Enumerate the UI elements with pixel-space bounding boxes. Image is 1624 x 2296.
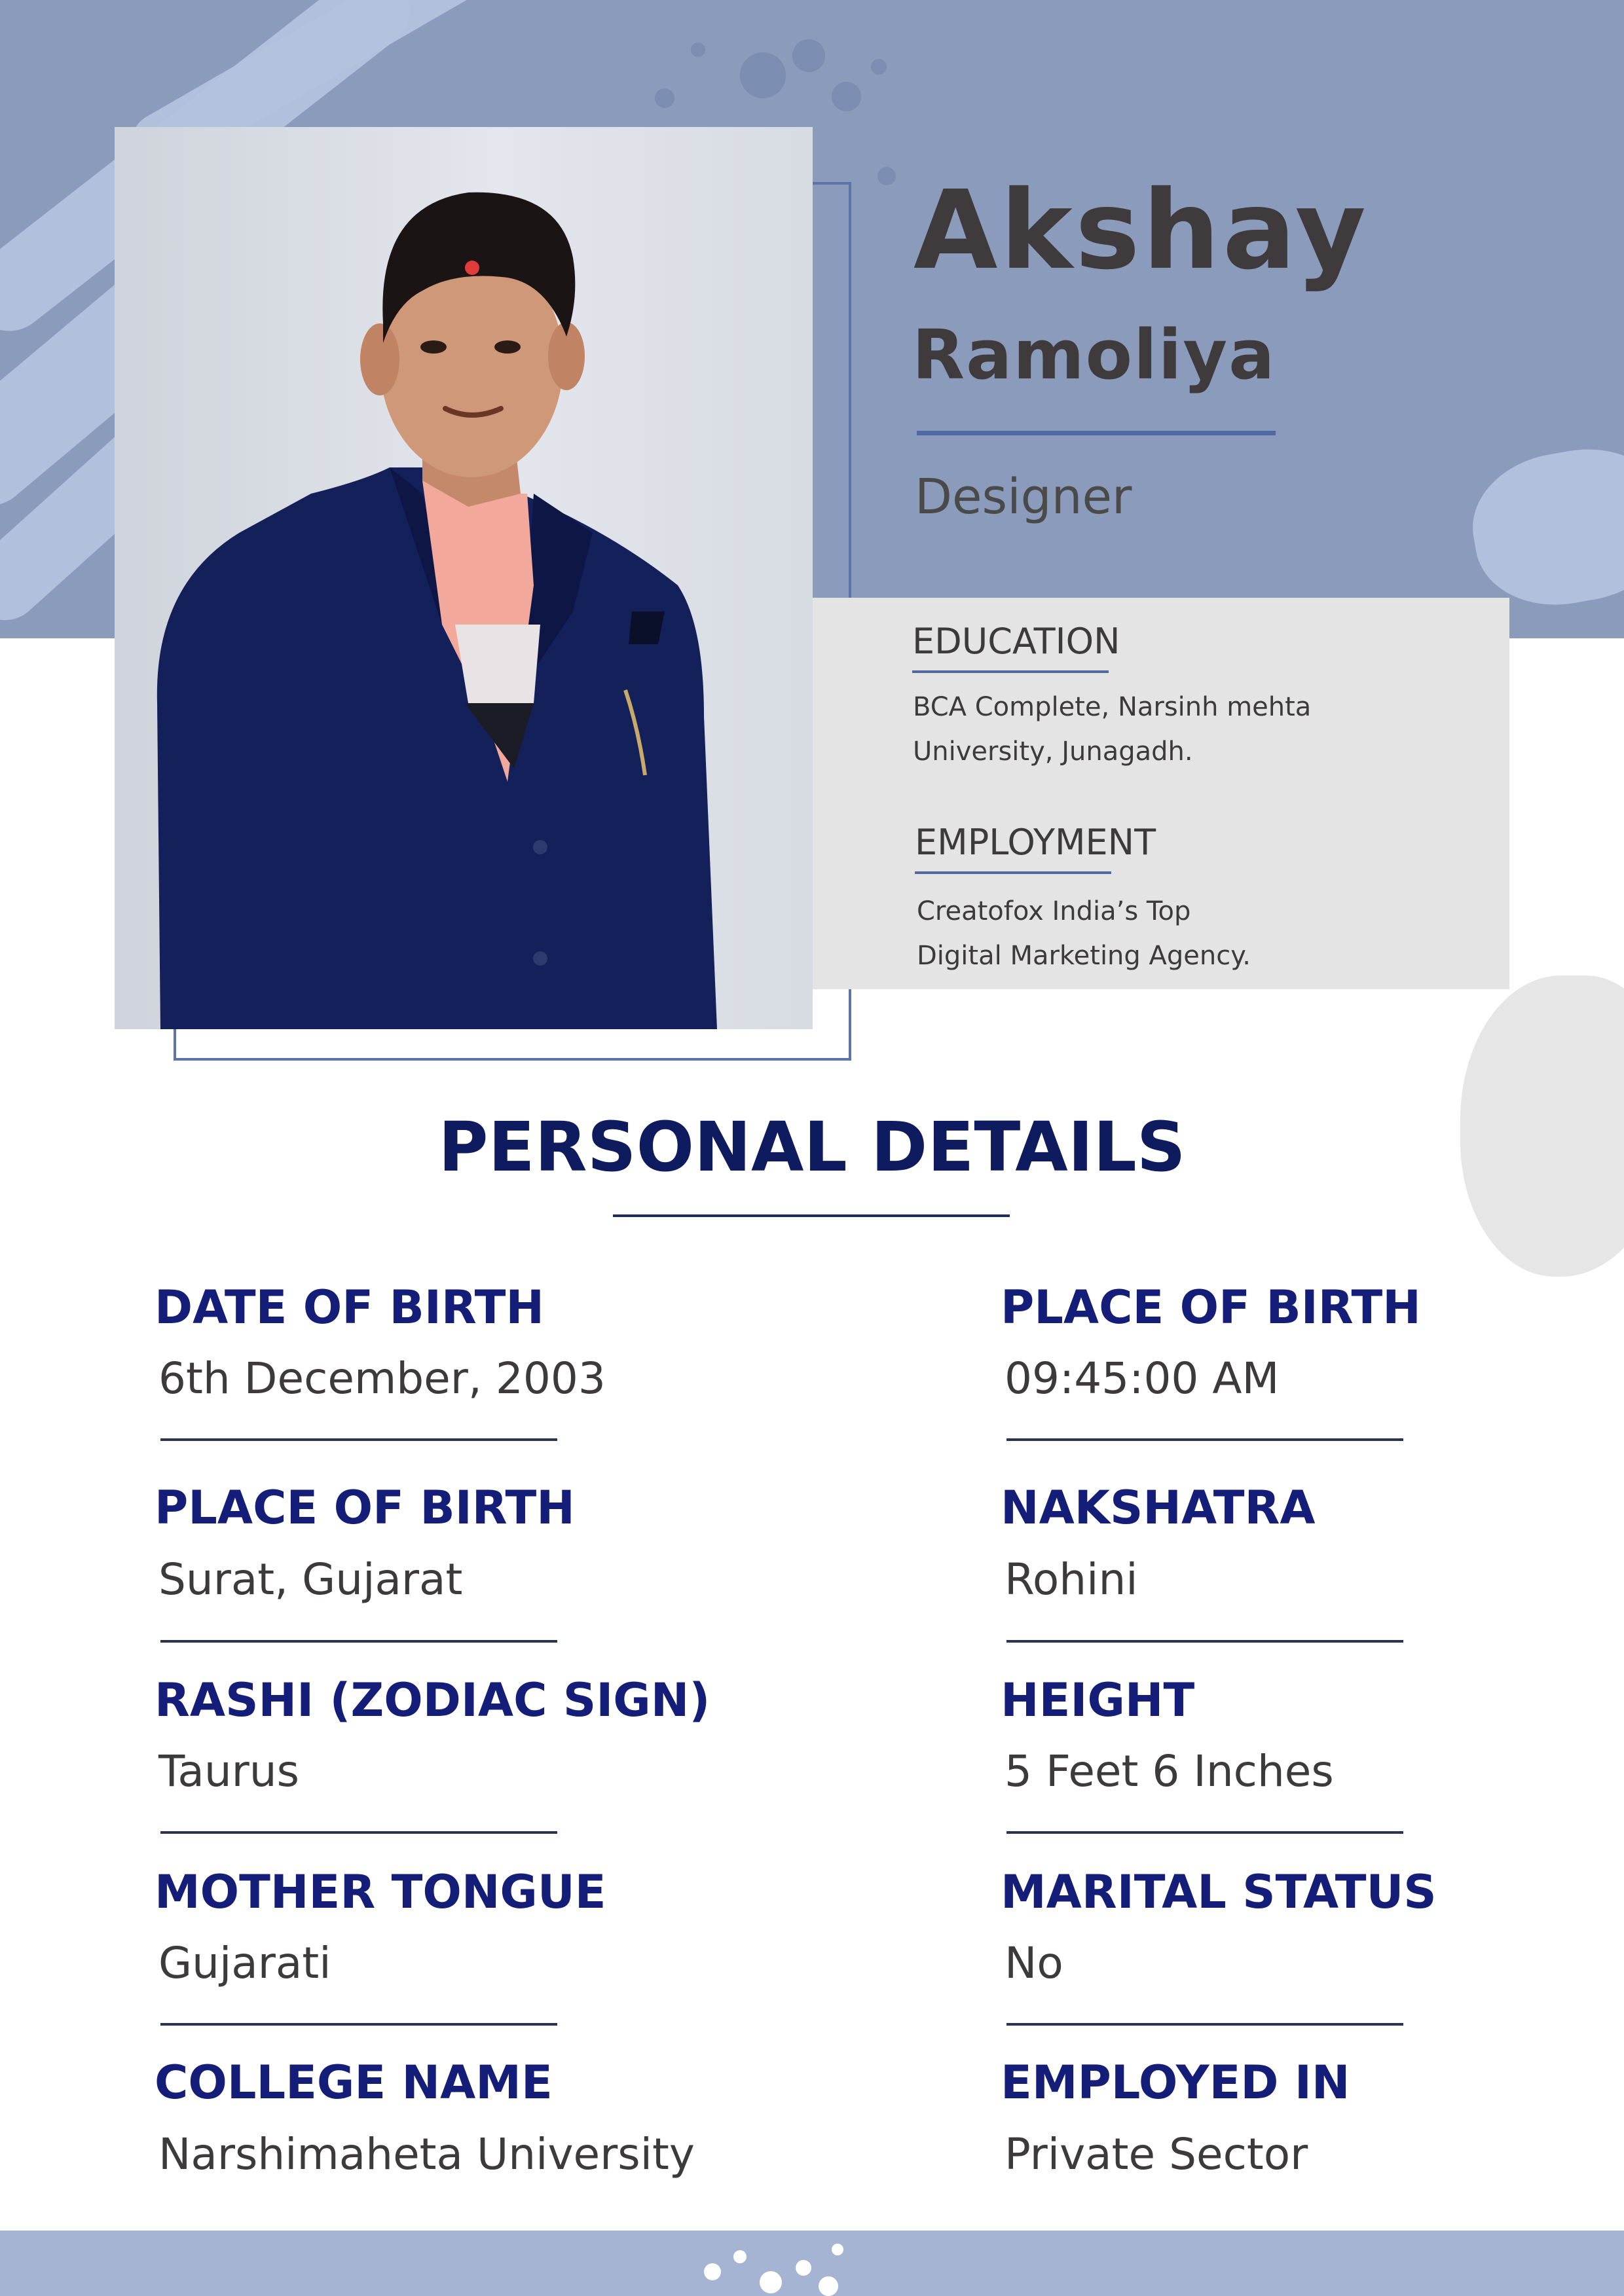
field-label-employed-in: EMPLOYED IN xyxy=(1001,2056,1350,2109)
last-name: Ramoliya xyxy=(912,315,1276,395)
field-divider xyxy=(1006,1831,1403,1834)
bottom-band-background xyxy=(0,2231,1624,2296)
field-divider xyxy=(160,2023,557,2026)
personal-details-title: PERSONAL DETAILS xyxy=(438,1107,1186,1187)
field-label-height: HEIGHT xyxy=(1001,1673,1195,1727)
field-value-date-of-birth: 6th December, 2003 xyxy=(158,1353,606,1404)
employment-line-2: Digital Marketing Agency. xyxy=(917,941,1251,971)
profile-photo xyxy=(115,127,813,1029)
field-value-marital-status: No xyxy=(1005,1938,1063,1988)
education-line-1: BCA Complete, Narsinh mehta xyxy=(913,692,1312,722)
field-value-nakshatra: Rohini xyxy=(1005,1554,1138,1605)
field-value-height: 5 Feet 6 Inches xyxy=(1005,1746,1334,1796)
education-divider xyxy=(912,670,1109,673)
first-name: Akshay xyxy=(913,168,1369,294)
field-label-date-of-birth: DATE OF BIRTH xyxy=(155,1281,544,1334)
field-divider xyxy=(1006,2023,1403,2026)
field-label-mother-tongue: MOTHER TONGUE xyxy=(155,1865,606,1919)
field-value-college-name: Narshimaheta University xyxy=(158,2129,695,2179)
name-divider xyxy=(917,431,1276,435)
field-value-employed-in: Private Sector xyxy=(1005,2129,1308,2179)
field-value-time-of-birth: 09:45:00 AM xyxy=(1005,1353,1280,1404)
employment-line-1: Creatofox India’s Top xyxy=(917,896,1191,926)
employment-heading: EMPLOYMENT xyxy=(915,822,1156,863)
field-label-nakshatra: NAKSHATRA xyxy=(1001,1481,1316,1535)
field-value-rashi: Taurus xyxy=(158,1746,300,1796)
field-divider xyxy=(1006,1640,1403,1643)
field-label-college-name: COLLEGE NAME xyxy=(155,2056,553,2109)
field-divider xyxy=(160,1640,557,1643)
job-title: Designer xyxy=(915,469,1132,525)
field-value-mother-tongue: Gujarati xyxy=(158,1938,331,1988)
field-value-place-of-birth: Surat, Gujarat xyxy=(158,1554,463,1605)
field-divider xyxy=(160,1831,557,1834)
personal-details-divider xyxy=(613,1214,1010,1217)
field-label-time-of-birth: PLACE OF BIRTH xyxy=(1001,1281,1421,1334)
field-divider xyxy=(160,1438,557,1441)
field-divider xyxy=(1006,1438,1403,1441)
employment-divider xyxy=(915,871,1111,874)
education-line-2: University, Junagadh. xyxy=(913,737,1193,767)
field-label-marital-status: MARITAL STATUS xyxy=(1001,1865,1437,1919)
education-heading: EDUCATION xyxy=(912,621,1120,662)
field-label-rashi: RASHI (ZODIAC SIGN) xyxy=(155,1673,710,1727)
field-label-place-of-birth: PLACE OF BIRTH xyxy=(155,1481,575,1535)
